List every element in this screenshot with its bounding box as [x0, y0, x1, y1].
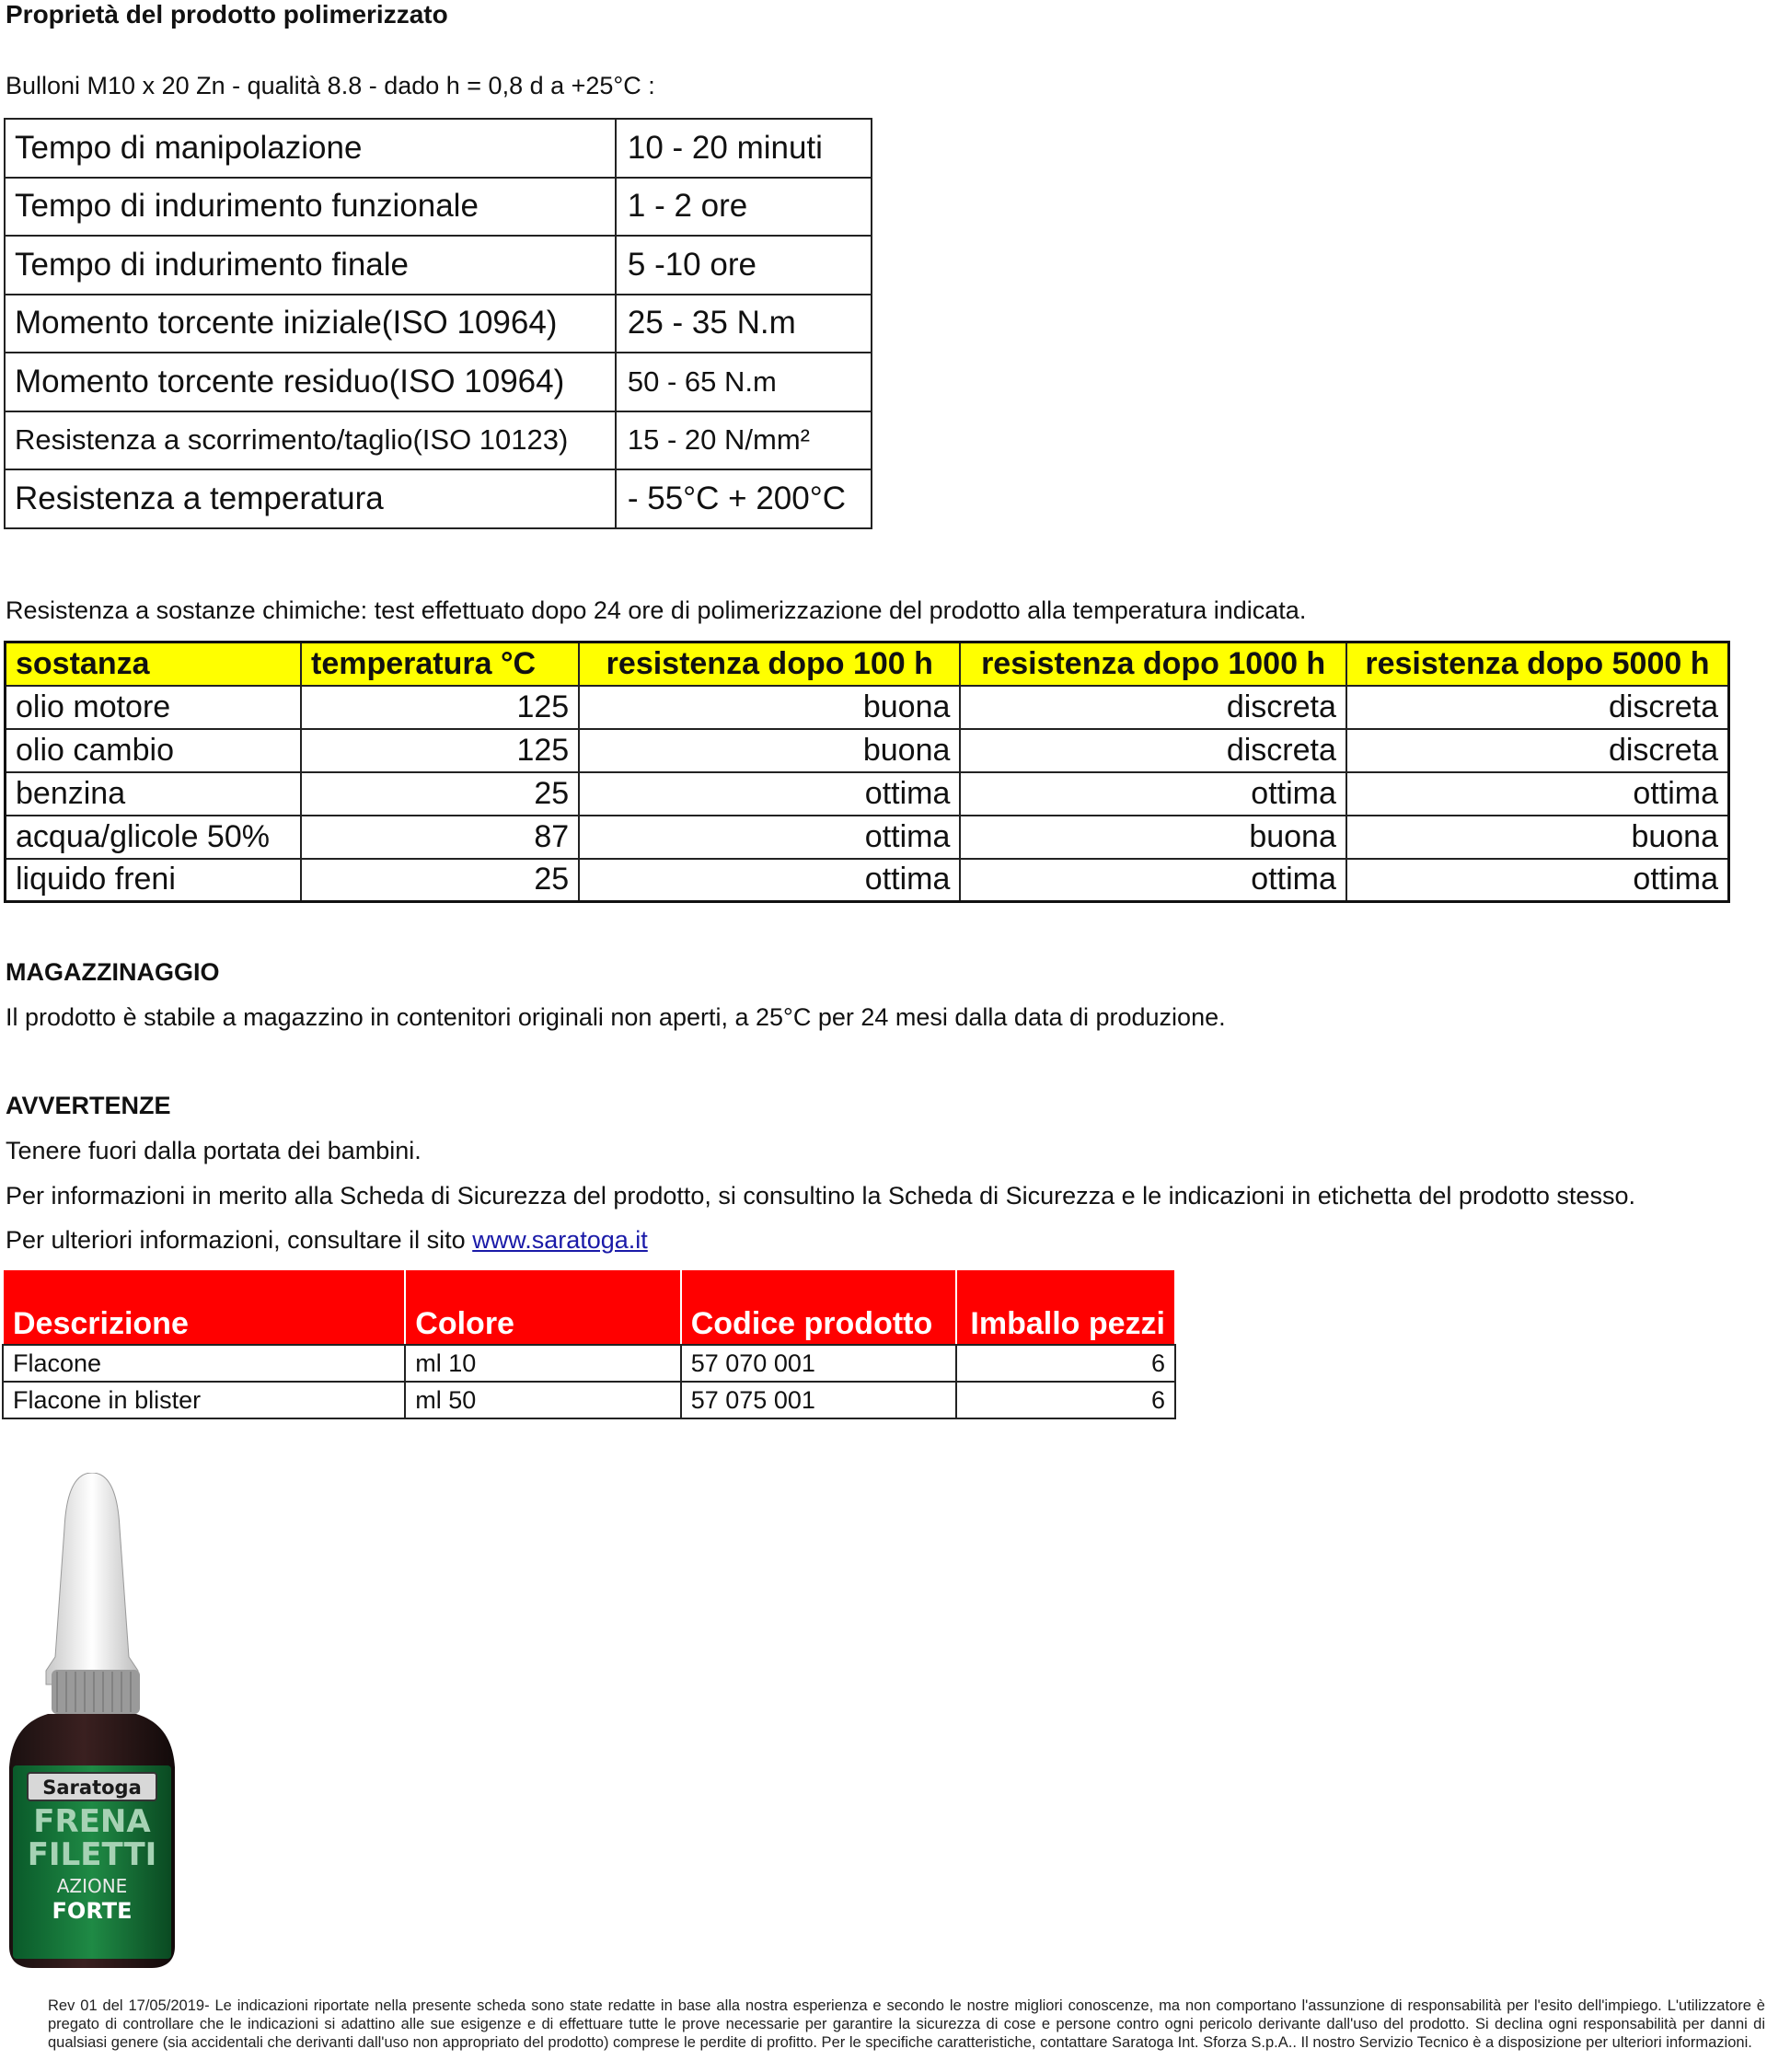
bottle-label-text: FRENA [33, 1803, 151, 1840]
table-row [3, 1345, 1175, 1382]
table-row [6, 772, 1729, 816]
table-cell: 125 [301, 686, 579, 729]
bottle-label-text: AZIONE [56, 1875, 128, 1897]
table-row [5, 178, 872, 237]
table-row [6, 729, 1729, 772]
table-cell: ottima [960, 859, 1345, 902]
column-header: Imballo pezzi [956, 1269, 1175, 1345]
website-link[interactable]: www.saratoga.it [472, 1226, 648, 1254]
property-label: Tempo di indurimento finale [5, 236, 616, 295]
property-value: 5 -10 ore [616, 236, 872, 295]
table-cell: 6 [956, 1345, 1175, 1382]
table-cell: buona [579, 729, 960, 772]
column-header: resistenza dopo 100 h [579, 642, 960, 686]
column-header: Descrizione [3, 1269, 405, 1345]
packaging-table [2, 1268, 1176, 1419]
table-cell: 6 [956, 1382, 1175, 1418]
table-cell: discreta [960, 729, 1345, 772]
table-row [5, 119, 872, 178]
bottle-label-text: FILETTI [27, 1836, 157, 1873]
table-row [5, 295, 872, 353]
table-cell: discreta [1346, 686, 1729, 729]
table-cell: 25 [301, 772, 579, 816]
chemical-resistance-note: Resistenza a sostanze chimiche: test effettuato dopo 24 ore di polimerizzazione del prodotto alla temperatura indicata. [6, 596, 1307, 624]
table-cell: benzina [6, 772, 302, 816]
column-header: Codice prodotto [681, 1269, 957, 1345]
table-cell: olio cambio [6, 729, 302, 772]
table-cell: 87 [301, 816, 579, 859]
warning-line: Tenere fuori dalla portata dei bambini. [6, 1137, 422, 1164]
table-cell: 57 075 001 [681, 1382, 957, 1418]
property-value: 10 - 20 minuti [616, 119, 872, 178]
bottle-brand-text: Saratoga [42, 1777, 142, 1799]
table-cell: ottima [1346, 772, 1729, 816]
table-header-row [3, 1269, 1175, 1345]
table-row [5, 236, 872, 295]
table-cell: Flacone [3, 1345, 405, 1382]
table-row [6, 816, 1729, 859]
chemical-resistance-table [4, 641, 1730, 903]
storage-heading: MAGAZZINAGGIO [6, 958, 220, 986]
table-row [6, 859, 1729, 902]
table-cell: ottima [960, 772, 1345, 816]
column-header: sostanza [6, 642, 302, 686]
table-cell: ottima [1346, 859, 1729, 902]
table-cell: 57 070 001 [681, 1345, 957, 1382]
table-cell: 25 [301, 859, 579, 902]
table-cell: ottima [579, 816, 960, 859]
warning-text: Per ulteriori informazioni, consultare il sito [6, 1226, 473, 1254]
property-label: Tempo di indurimento funzionale [5, 178, 616, 237]
table-cell: ml 50 [405, 1382, 680, 1418]
table-cell: olio motore [6, 686, 302, 729]
property-value: 15 - 20 N/mm² [616, 411, 872, 470]
table-row [5, 469, 872, 528]
column-header: resistenza dopo 5000 h [1346, 642, 1729, 686]
bottle-label-text: FORTE [52, 1898, 133, 1924]
table-cell: ottima [579, 859, 960, 902]
warning-line: Per informazioni in merito alla Scheda di Sicurezza del prodotto, si consultino la Scheda di Sicurezza e le indicazioni in etichetta del prodotto stesso. [6, 1182, 1635, 1210]
storage-text: Il prodotto è stabile a magazzino in contenitori originali non aperti, a 25°C per 24 mesi dalla data di produzione. [6, 1003, 1226, 1031]
table-cell: discreta [960, 686, 1345, 729]
property-label: Tempo di manipolazione [5, 119, 616, 178]
column-header: Colore [405, 1269, 680, 1345]
property-label: Resistenza a temperatura [5, 469, 616, 528]
column-header: temperatura °C [301, 642, 579, 686]
table-header-row [6, 642, 1729, 686]
property-value: 1 - 2 ore [616, 178, 872, 237]
property-label: Momento torcente iniziale(ISO 10964) [5, 295, 616, 353]
table-cell: Flacone in blister [3, 1382, 405, 1418]
page-title: Proprietà del prodotto polimerizzato [6, 0, 448, 29]
properties-table [4, 118, 872, 529]
table-cell: ml 10 [405, 1345, 680, 1382]
table-row [6, 686, 1729, 729]
table-cell: 125 [301, 729, 579, 772]
table-cell: ottima [579, 772, 960, 816]
table-cell: buona [579, 686, 960, 729]
table-cell: buona [960, 816, 1345, 859]
legal-disclaimer: Rev 01 del 17/05/2019- Le indicazioni riportate nella presente scheda sono state redatte in base alla nostra esperienza e secondo le nostre migliori conoscenze, ma non comportano l'assunzione di responsabilità per l'esito dell'impiego. L'utilizzatore è pregato di controllare che le indicazioni si adattino alle sue esigenze e di effettuare tutte le prove necessarie per garantire la sicurezza di cose e persone contro ogni pericolo derivante dall'uso del prodotto. Si declina ogni responsabilità per danni di qualsiasi genere (sia accidentali che derivanti dall'uso non appropriato del prodotto) comprese le perdite di profitto. Per le specifiche caratteristiche, contattare Saratoga Int. Sforza S.p.A.. Il nostro Servizio Tecnico è a disposizione per ulteriori informazioni. [48, 1997, 1765, 2051]
property-label: Resistenza a scorrimento/taglio(ISO 10123) [5, 411, 616, 470]
property-label: Momento torcente residuo(ISO 10964) [5, 353, 616, 411]
table-cell: buona [1346, 816, 1729, 859]
table-row [5, 353, 872, 411]
table-cell: acqua/glicole 50% [6, 816, 302, 859]
column-header: resistenza dopo 1000 h [960, 642, 1345, 686]
table-cell: liquido freni [6, 859, 302, 902]
property-value: - 55°C + 200°C [616, 469, 872, 528]
table-cell: discreta [1346, 729, 1729, 772]
property-value: 25 - 35 N.m [616, 295, 872, 353]
warnings-heading: AVVERTENZE [6, 1092, 171, 1119]
table-row [5, 411, 872, 470]
product-bottle-image [0, 1473, 184, 1970]
table-row [3, 1382, 1175, 1418]
property-value: 50 - 65 N.m [616, 353, 872, 411]
test-conditions: Bulloni M10 x 20 Zn - qualità 8.8 - dado h = 0,8 d a +25°C : [6, 72, 655, 99]
warning-line [6, 1226, 648, 1255]
